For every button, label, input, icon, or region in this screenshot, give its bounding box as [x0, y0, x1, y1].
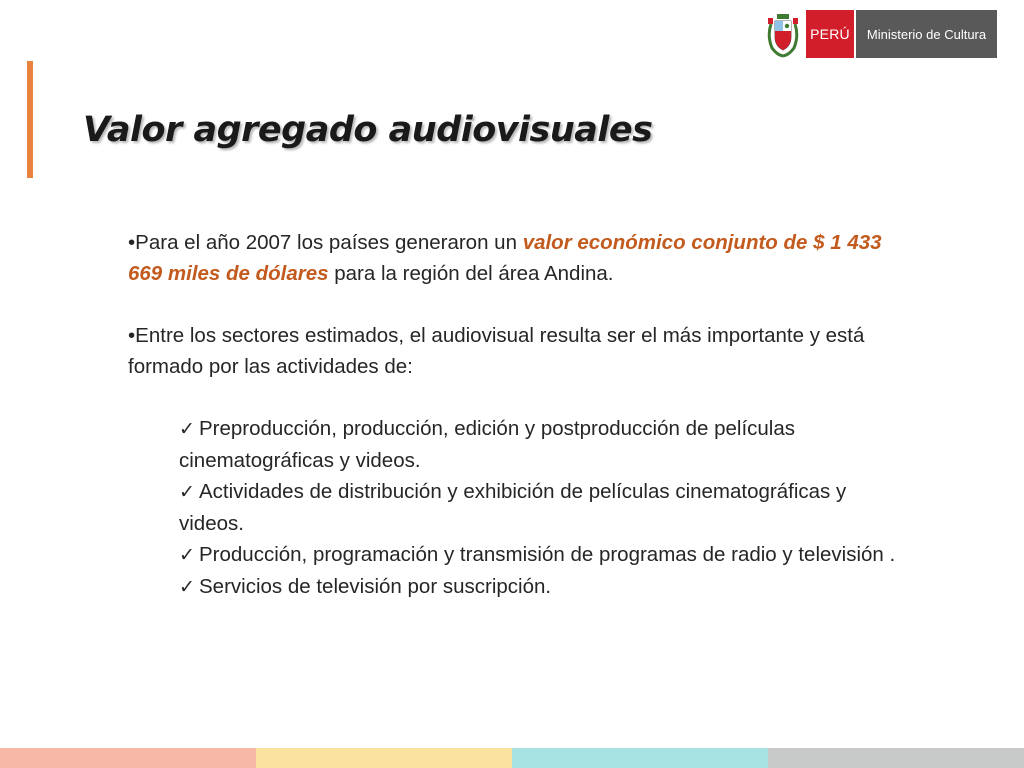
checklist-item [179, 571, 898, 603]
bullet1-highlight: valor económico conjunto de $ 1 433 669 miles de dólares [128, 231, 882, 285]
checkmark-icon: ✓ [179, 419, 195, 440]
ministry-label: Ministerio de Cultura [856, 10, 997, 58]
title-accent-bar [27, 61, 33, 178]
slide-title: Valor agregado audiovisuales [83, 110, 653, 150]
coat-of-arms-icon [766, 10, 800, 58]
checklist-item-text: Servicios de televisión por suscripción. [199, 575, 552, 598]
strip-segment-teal [512, 748, 768, 768]
strip-segment-salmon [0, 748, 256, 768]
checklist-item [179, 476, 898, 539]
ministry-logo [766, 10, 997, 58]
checklist-item-text: Producción, programación y transmisión de programas de radio y televisión . [199, 543, 896, 566]
strip-segment-yellow [256, 748, 512, 768]
checklist-item [179, 413, 898, 476]
strip-segment-gray [768, 748, 1024, 768]
activity-checklist [179, 413, 898, 603]
checklist-item-text: Actividades de distribución y exhibición de películas cinematográficas y videos. [179, 480, 847, 535]
checkmark-icon: ✓ [179, 577, 195, 598]
bullet1-prefix: •Para el año 2007 los países generaron un [128, 231, 523, 254]
bullet-paragraph-2: •Entre los sectores estimados, el audiovisual resulta ser el más importante y está formado por las actividades de: [128, 324, 865, 378]
bullet-paragraph-1 [128, 227, 898, 289]
checkmark-icon: ✓ [179, 482, 195, 503]
slide-body [128, 227, 898, 603]
peru-label: PERÚ [806, 10, 854, 58]
checklist-item-text: Preproducción, producción, edición y postproducción de películas cinematográficas y videos. [179, 417, 796, 472]
bottom-color-strip [0, 748, 1024, 768]
checkmark-icon: ✓ [179, 545, 195, 566]
bullet1-suffix: para la región del área Andina. [328, 262, 614, 285]
checklist-item [179, 539, 898, 571]
